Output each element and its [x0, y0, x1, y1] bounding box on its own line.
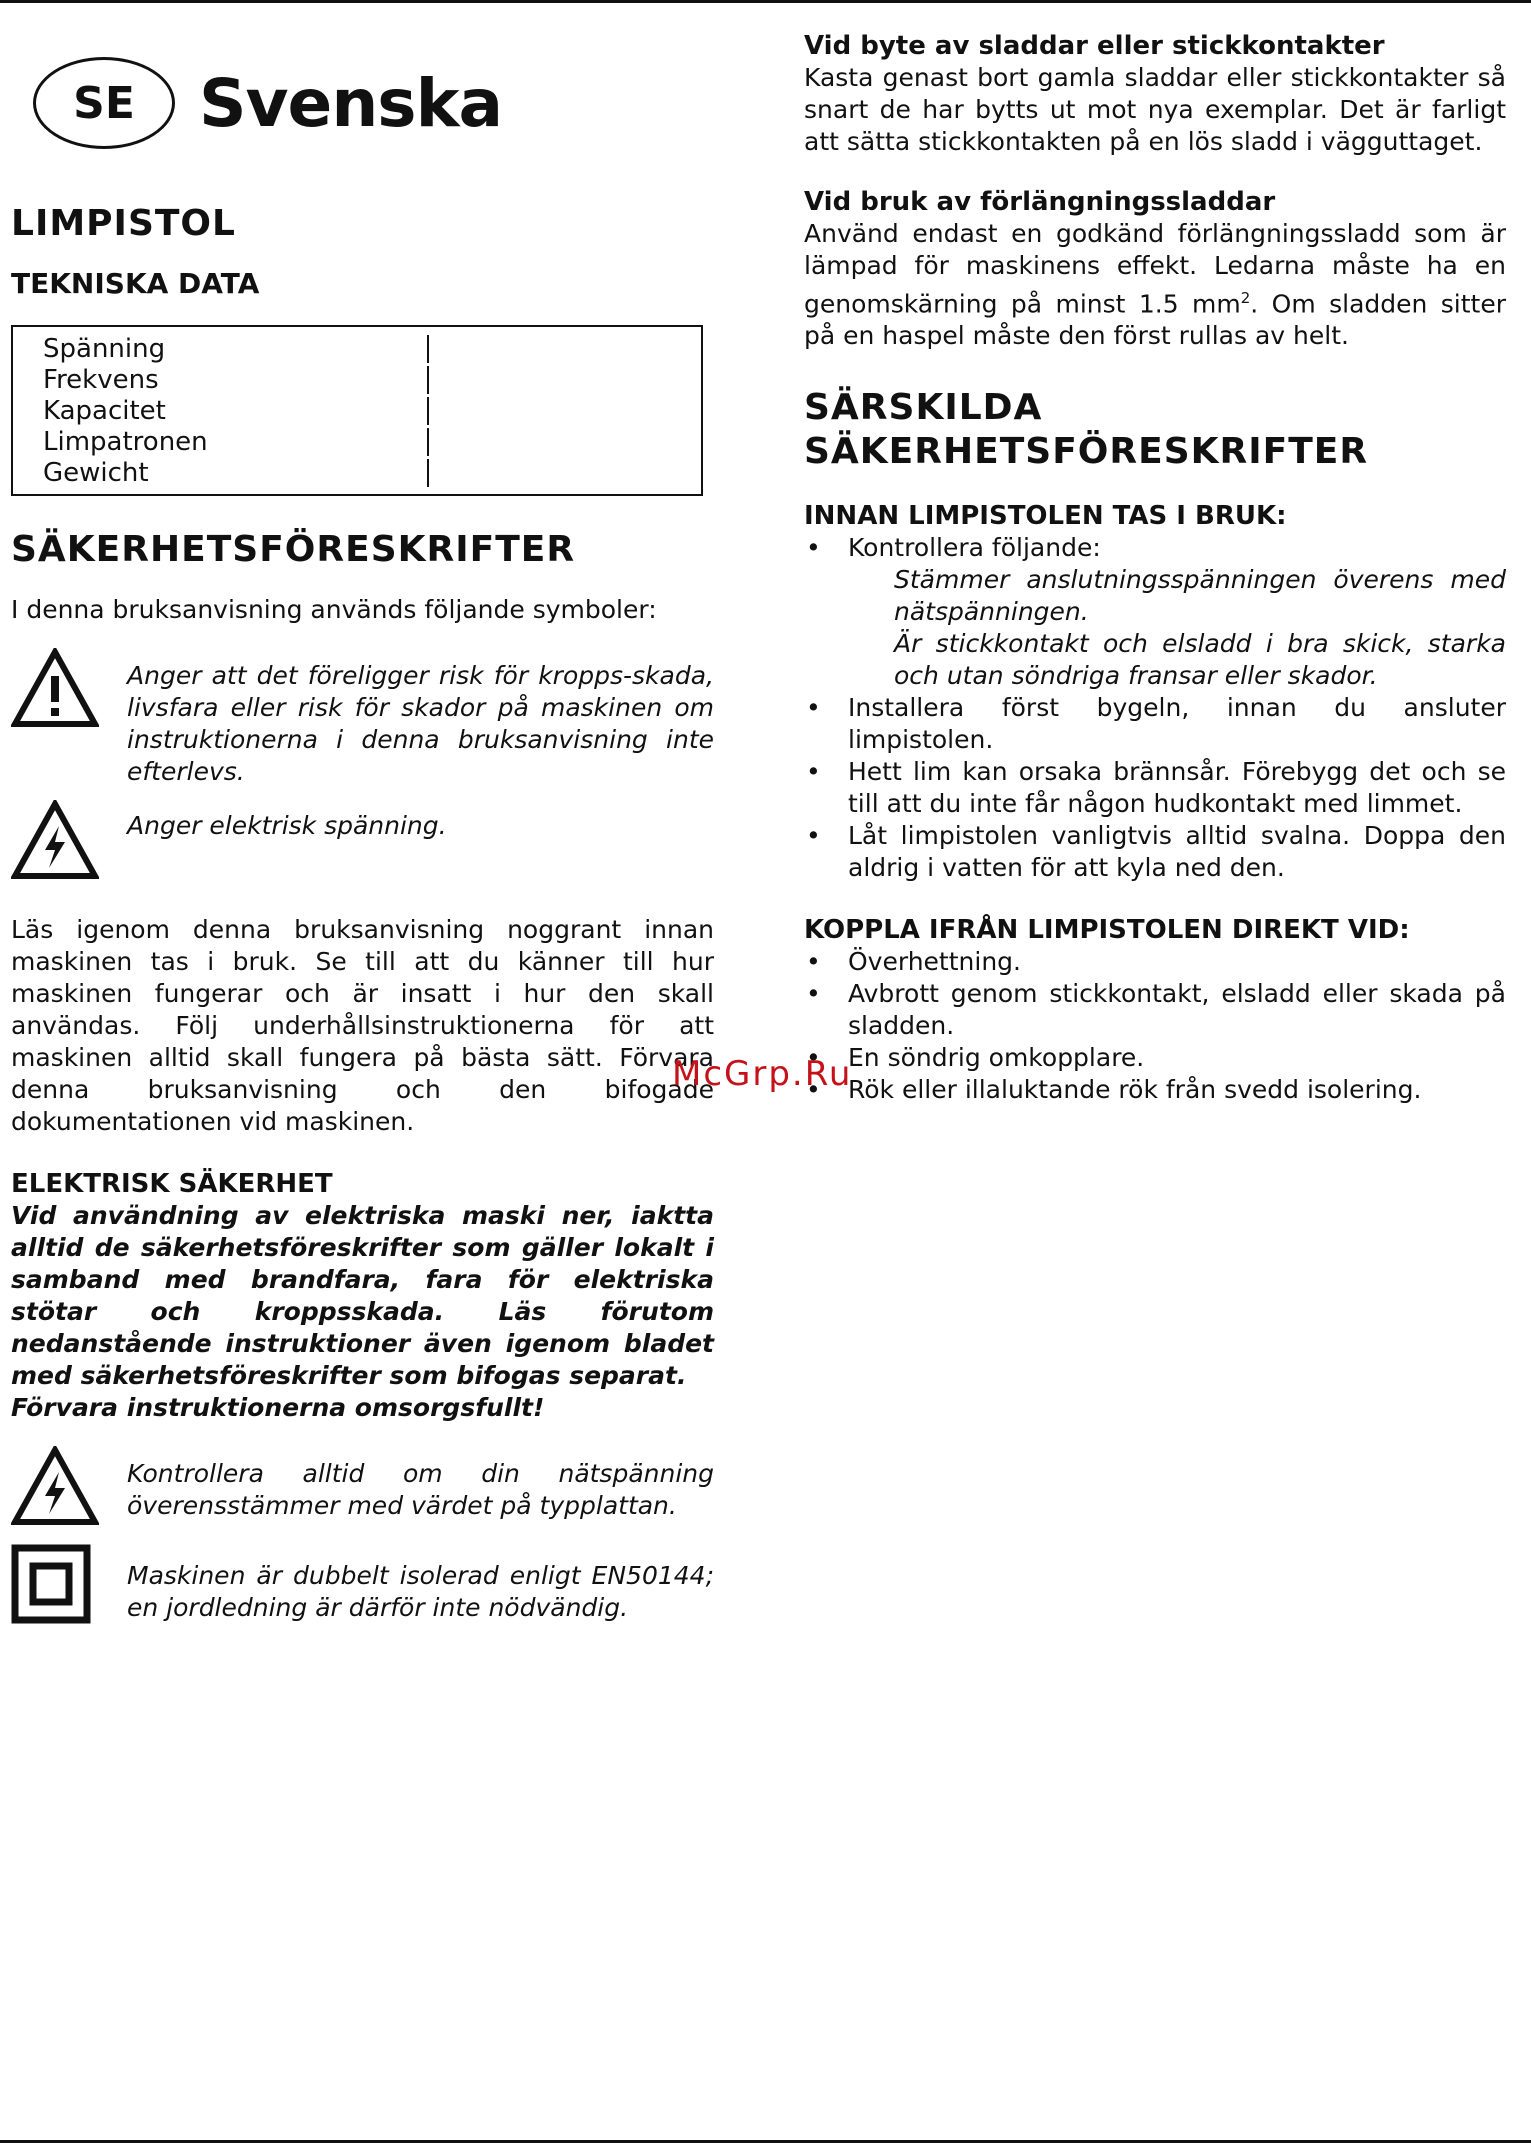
- spec-label: Kapacitet: [43, 395, 166, 426]
- disconnect-list: [804, 946, 1506, 1106]
- list-item: • Installera först bygeln, innan du ansluter limpistolen.: [804, 692, 1506, 756]
- double-insulation-icon: [11, 1544, 99, 1628]
- disconnect-heading: KOPPLA IFRÅN LIMPISTOLEN DIREKT VID:: [804, 915, 1410, 946]
- list-item: • Låt limpistolen vanligtvis alltid svalna. Doppa den aldrig i vatten för att kyla ned den.: [804, 820, 1506, 884]
- check-following-label: Kontrollera följande:: [848, 533, 1101, 563]
- squared-sup: 2: [1240, 289, 1251, 307]
- extension-cord-body-a: Använd endast en godkänd förlängningssladd som är lämpad för maskinens effekt. Ledarna måste ha en genomskärning på minst 1.5 mm: [804, 219, 1506, 319]
- spec-row: [43, 426, 701, 457]
- spec-label: Limpatronen: [43, 426, 208, 457]
- check-item-cable: Är stickkontakt och elsladd i bra skick, starka och utan söndriga fransar eller skador.: [894, 629, 1506, 691]
- before-use-list: [804, 532, 1506, 884]
- top-rule: [0, 0, 1531, 3]
- spec-separator: [427, 366, 429, 394]
- voltage-symbol-row: [11, 800, 714, 884]
- language-header: [33, 48, 714, 158]
- warning-triangle-icon: [11, 648, 99, 732]
- language-code-badge: SE: [33, 57, 175, 149]
- language-title: Svenska: [199, 64, 503, 142]
- list-item: • Hett lim kan orsaka brännsår. Förebygg det och se till att du inte får någon hudkontakt med limmet.: [804, 756, 1506, 820]
- before-use-heading: INNAN LIMPISTOLEN TAS I BRUK:: [804, 501, 1287, 532]
- spec-separator: [427, 397, 429, 425]
- check-item-voltage: Stämmer anslutningsspänningen överens med nätspänningen.: [894, 565, 1506, 627]
- keep-instructions-note: Förvara instruktionerna omsorgsfullt!: [11, 1393, 545, 1422]
- extension-cord-heading: Vid bruk av förlängningssladdar: [804, 187, 1276, 217]
- double-insulated-row: [11, 1544, 714, 1628]
- check-voltage-text: Kontrollera alltid om din nätspänning överensstämmer med värdet på typplattan.: [127, 1459, 714, 1520]
- electrical-safety-body: Vid användning av elektriska maski ner, iaktta alltid de säkerhetsföreskrifter som gäller lokalt i samband med brandfara, fara för elektriska stötar och kroppsskada. Läs förutom nedanstående instruktioner även igenom bladet med säkerhetsföreskrifter som bifogas separat.: [11, 1201, 714, 1390]
- read-manual-paragraph: Läs igenom denna bruksanvisning noggrant innan maskinen tas i bruk. Se till att du känner till hur maskinen fungerar och är insatt i hur den skall användas. Följ underhållsinstruktionerna för att maskinen alltid skall fungera på bästa sätt. Förvara denna bruksanvisning och den bifogade dokumentationen vid maskinen.: [11, 915, 714, 1136]
- check-voltage-row: [11, 1446, 714, 1530]
- voltage-symbol-text: Anger elektrisk spänning.: [127, 811, 447, 840]
- list-item: • Rök eller illaluktande rök från svedd isolering.: [804, 1074, 1506, 1106]
- cables-body: Kasta genast bort gamla sladdar eller stickkontakter så snart de har bytts ut mot nya exemplar. Det är farligt att sätta stickkontakten på en lös sladd i vägguttaget.: [804, 63, 1506, 156]
- safety-heading: SÄKERHETSFÖRESKRIFTER: [11, 529, 576, 570]
- warning-symbol-text: Anger att det föreligger risk för kropps-skada, livsfara eller risk för skador på maskinen om instruktionerna i denna bruksanvisning inte efterlevs.: [127, 661, 714, 786]
- symbols-intro: I denna bruksanvisning används följande symboler:: [11, 595, 657, 624]
- lightning-triangle-icon: [11, 800, 99, 884]
- watermark-text: McGrp.Ru: [672, 1054, 853, 1094]
- spec-row: [43, 457, 701, 488]
- special-safety-heading-1: SÄRSKILDA: [804, 387, 1043, 429]
- spec-label: Spänning: [43, 333, 166, 364]
- spec-row: [43, 395, 701, 426]
- extension-cord-body-b: . Om sladden sitter på en haspel måste den först rullas av helt.: [804, 289, 1506, 351]
- spec-separator: [427, 335, 429, 363]
- list-item: [804, 532, 1506, 692]
- left-column: [11, 30, 714, 1628]
- spec-label: Frekvens: [43, 364, 159, 395]
- spec-table: [11, 325, 703, 496]
- spec-label: Gewicht: [43, 457, 149, 488]
- spec-row: [43, 364, 701, 395]
- list-item: • Avbrott genom stickkontakt, elsladd eller skada på sladden.: [804, 978, 1506, 1042]
- special-safety-heading-2: SÄKERHETSFÖRESKRIFTER: [804, 431, 1369, 473]
- cables-heading: Vid byte av sladdar eller stickkontakter: [804, 31, 1385, 61]
- warning-symbol-row: [11, 648, 714, 788]
- spec-separator: [427, 428, 429, 456]
- double-insulated-text: Maskinen är dubbelt isolerad enligt EN50144; en jordledning är därför inte nödvändig.: [127, 1561, 714, 1622]
- lightning-triangle-icon: [11, 1446, 99, 1530]
- right-column: [804, 30, 1506, 1106]
- bottom-rule: [0, 2140, 1531, 2143]
- spec-row: [43, 333, 701, 364]
- spec-separator: [427, 459, 429, 487]
- electrical-safety-heading: ELEKTRISK SÄKERHET: [11, 1169, 333, 1199]
- product-title: LIMPISTOL: [11, 203, 236, 244]
- list-item: • Överhettning.: [804, 946, 1506, 978]
- extension-cord-body: [804, 218, 1506, 352]
- list-item: • En söndrig omkopplare.: [804, 1042, 1506, 1074]
- tech-data-heading: TEKNISKA DATA: [11, 267, 260, 300]
